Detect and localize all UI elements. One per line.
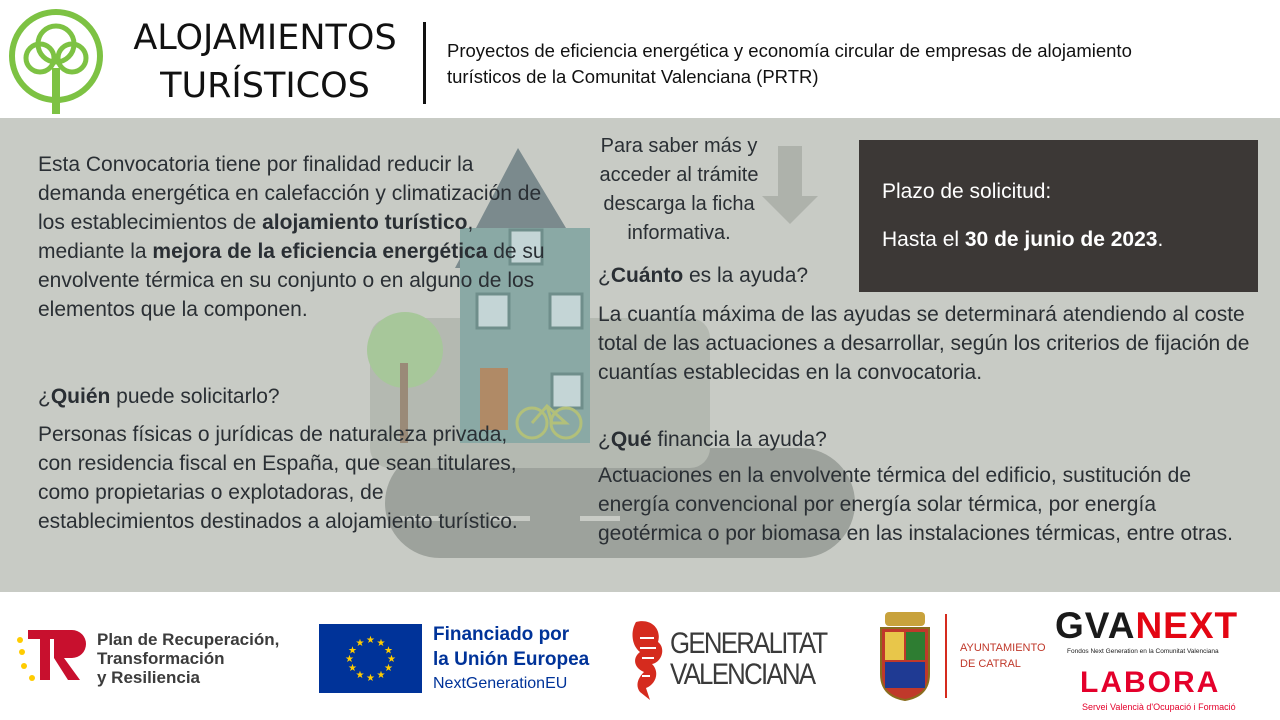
tree-logo-icon bbox=[4, 6, 108, 116]
page-subtitle: Proyectos de eficiencia energética y economía circular de empresas de alojamiento turísticos de la Comunitat Valenciana (PRTR) bbox=[447, 40, 1132, 87]
svg-text:★: ★ bbox=[366, 635, 375, 646]
svg-text:★: ★ bbox=[376, 638, 386, 649]
catral-coat-of-arms-icon bbox=[877, 610, 933, 702]
prtr-text: Plan de Recuperación, Transformación y Resiliencia bbox=[97, 630, 280, 687]
intro-text: Esta Convocatoria tiene por finalidad reducir la demanda energética en calefacción y climatización de los establecimientos de alojamiento turístico, mediante la mejora de la eficiencia energética de su envolvente térmica en su conjunto o en alguno de los elementos que la componen. bbox=[38, 153, 545, 321]
svg-text:★: ★ bbox=[355, 638, 365, 649]
deadline-box bbox=[859, 140, 1258, 292]
eu-text: Financiado por la Unión Europea NextGenerationEU bbox=[433, 624, 590, 692]
svg-text:★: ★ bbox=[376, 670, 386, 681]
generalitat-bat-icon bbox=[628, 618, 668, 702]
who-answer: Personas físicas o jurídicas de naturaleza privada, con residencia fiscal en España, que sean titulares, como propietarias o explotadoras, de establecimientos destinados a alojamiento turístico. bbox=[38, 423, 518, 533]
how-much-answer: La cuantía máxima de las ayudas se determinará atendiendo al coste total de las actuaciones a desarrollar, según los criterios de fijación de cuantías establecidas en la convocatoria. bbox=[598, 303, 1250, 384]
svg-text:★: ★ bbox=[387, 654, 396, 665]
main-panel bbox=[0, 118, 1280, 592]
svg-text:★: ★ bbox=[384, 663, 393, 674]
who-question: ¿Quién puede solicitarlo? bbox=[38, 385, 280, 408]
svg-text:★: ★ bbox=[366, 673, 375, 684]
svg-text:★: ★ bbox=[348, 645, 357, 657]
page-title: ALOJAMIENTOS TURÍSTICOS bbox=[133, 18, 397, 106]
catral-divider bbox=[945, 614, 947, 698]
prtr-logo-icon bbox=[14, 626, 90, 686]
svg-text:★: ★ bbox=[384, 645, 393, 657]
eu-flag-icon bbox=[319, 624, 422, 693]
svg-text:★: ★ bbox=[345, 654, 354, 665]
deadline-label: Plazo de solicitud: bbox=[882, 180, 1052, 203]
svg-text:★: ★ bbox=[355, 670, 365, 681]
catral-text: AYUNTAMIENTO DE CATRAL bbox=[960, 642, 1046, 670]
labora-subtitle: Servei Valencià d'Ocupació i Formació bbox=[1082, 702, 1236, 712]
gva-next-logo: GVANEXT bbox=[1055, 605, 1239, 646]
labora-logo: LABORA bbox=[1080, 666, 1221, 699]
header bbox=[0, 0, 1280, 118]
gva-next-subtitle: Fondos Next Generation en la Comunitat Valenciana bbox=[1067, 648, 1219, 655]
header-divider bbox=[423, 22, 426, 104]
svg-text:★: ★ bbox=[348, 663, 357, 674]
footer-logos bbox=[0, 592, 1280, 720]
deadline-date: Hasta el 30 de junio de 2023. bbox=[882, 228, 1164, 251]
generalitat-text: GENERALITAT VALENCIANA bbox=[670, 627, 827, 691]
what-answer: Actuaciones en la envolvente térmica del edificio, sustitución de energía convencional por energía solar térmica, por energía geotérmica o por biomasa en las instalaciones térmicas, entre otras. bbox=[598, 464, 1233, 545]
how-much-question: ¿Cuánto es la ayuda? bbox=[598, 264, 809, 287]
what-question: ¿Qué financia la ayuda? bbox=[598, 428, 827, 451]
more-info-text: Para saber más y acceder al trámite descarga la ficha informativa. bbox=[599, 135, 759, 244]
